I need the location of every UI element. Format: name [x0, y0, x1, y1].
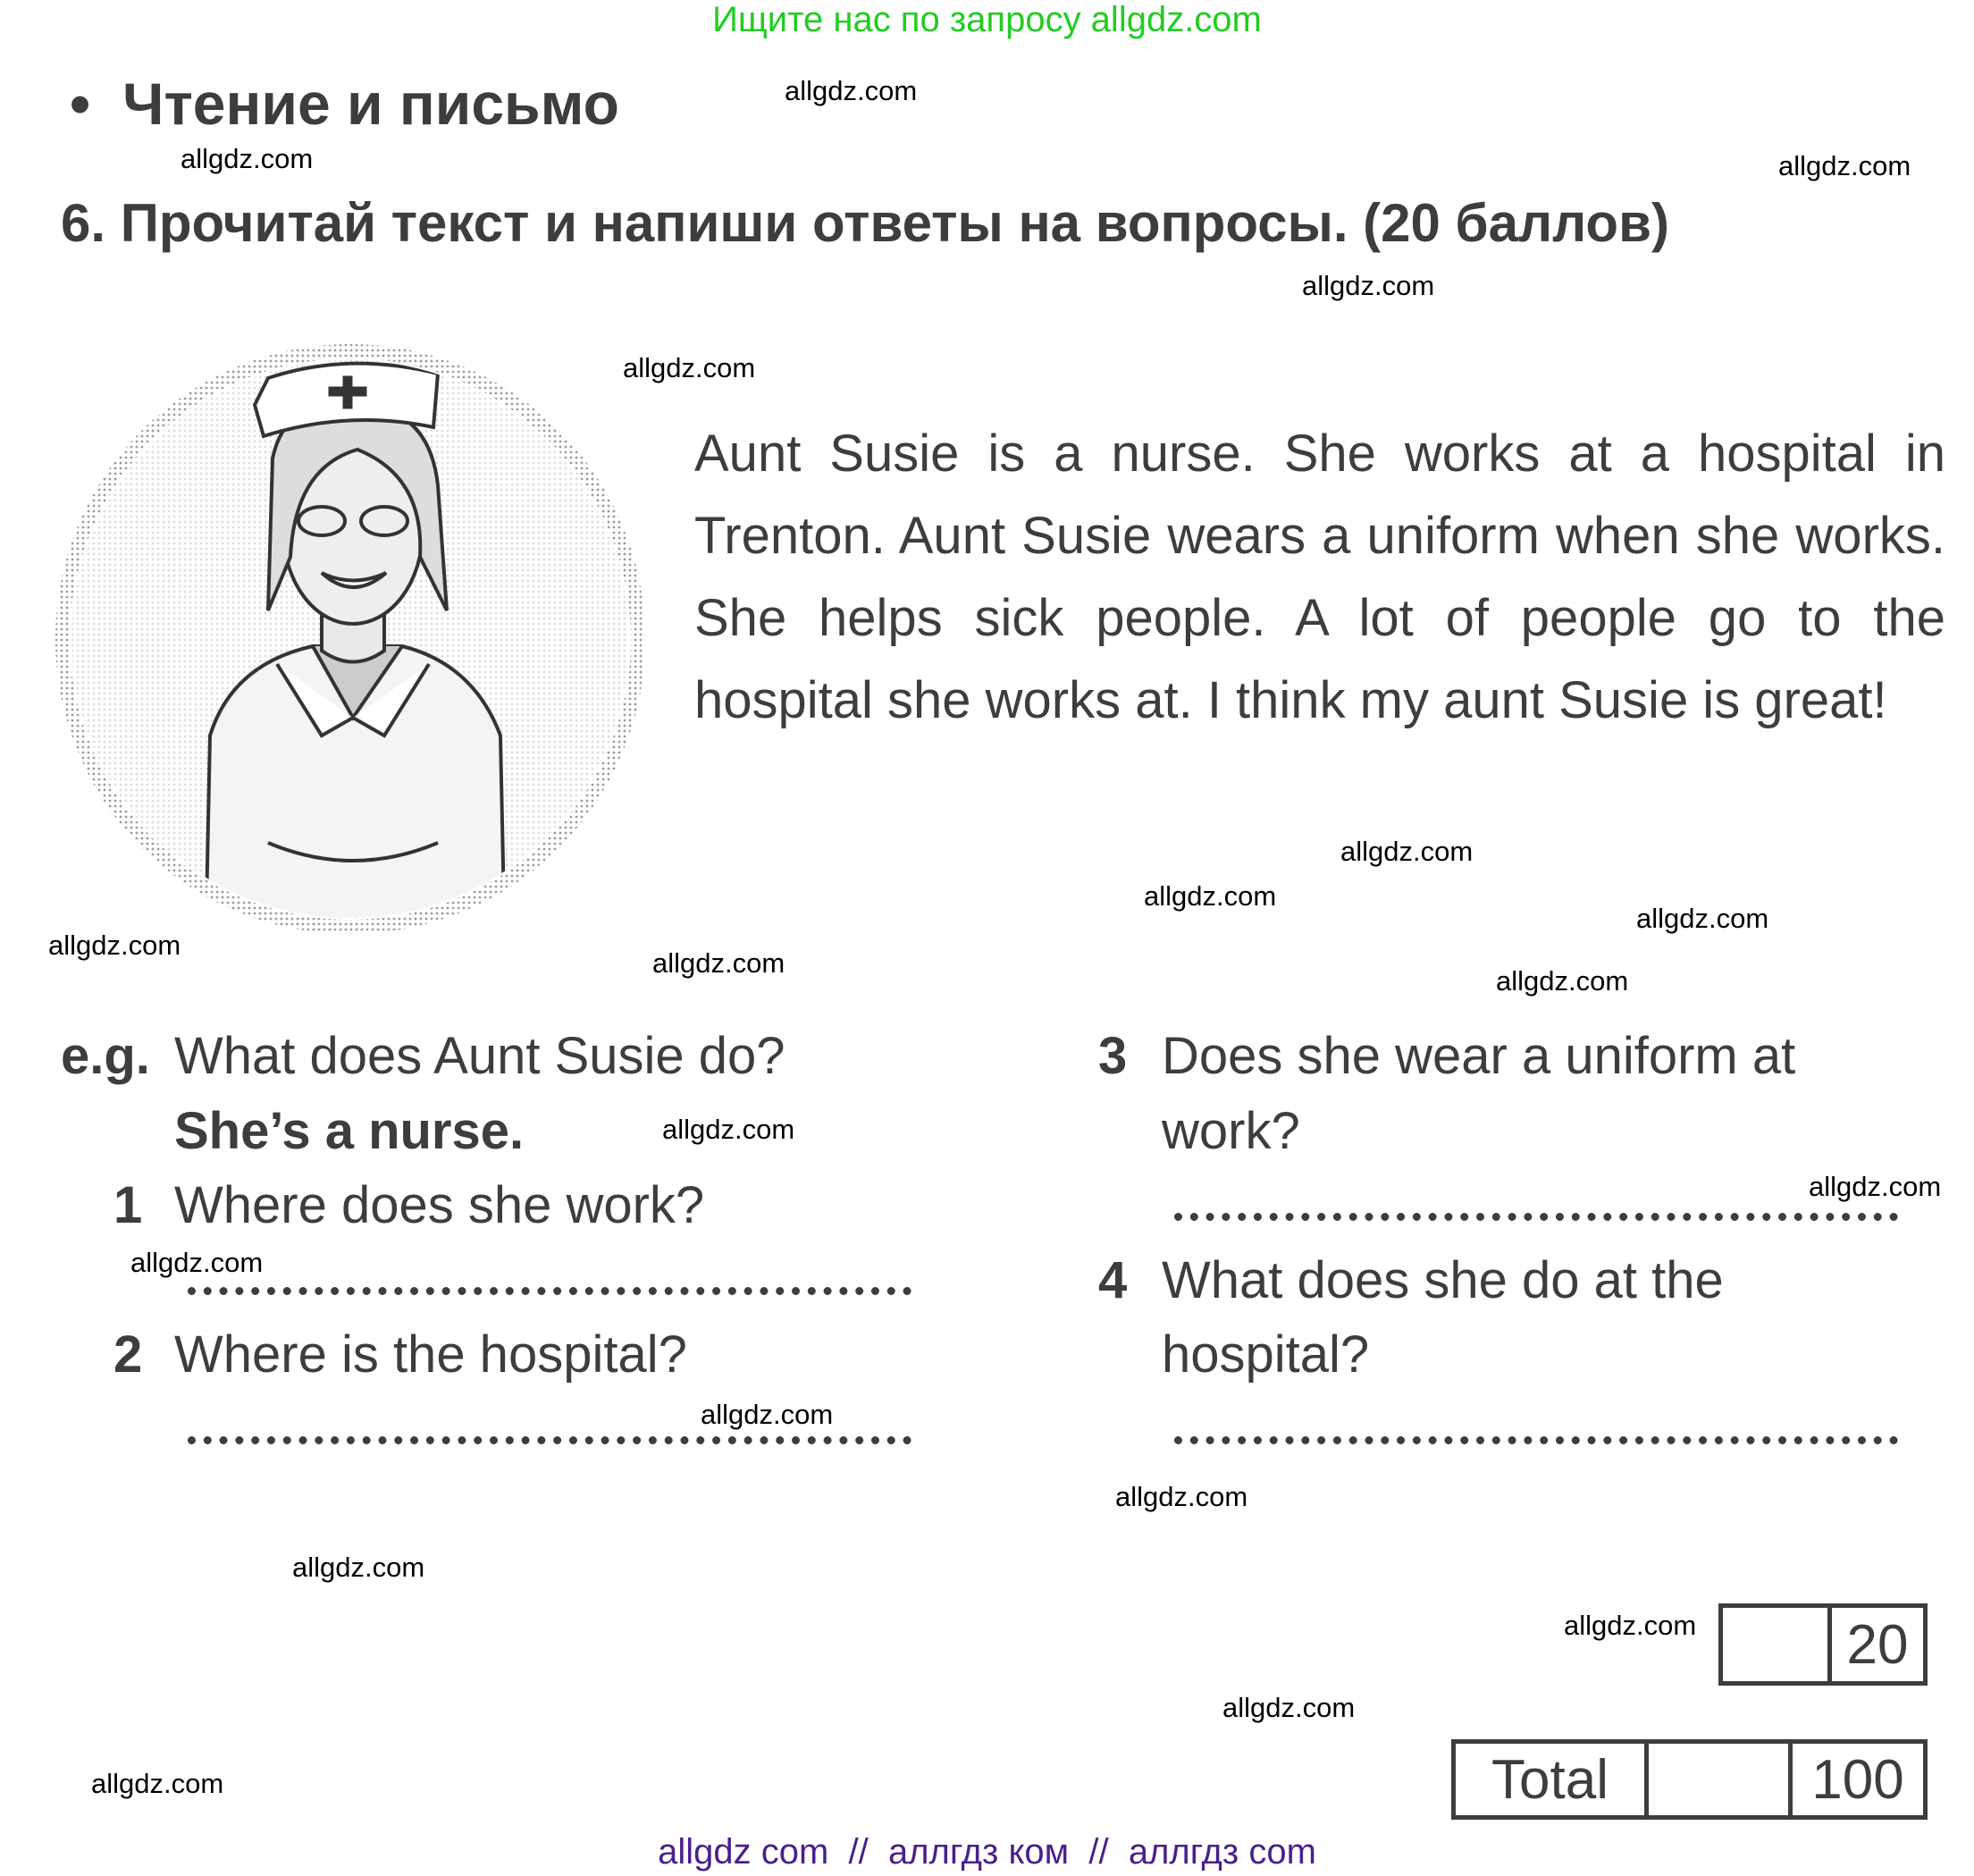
watermark: allgdz.com [1778, 150, 1911, 181]
section-title: Чтение и письмо [122, 71, 619, 137]
watermark: allgdz.com [785, 75, 918, 106]
promo-banner[interactable]: Ищите нас по запросу allgdz.com [712, 0, 1262, 39]
watermark: allgdz.com [1809, 1171, 1942, 1202]
question-text: Does she wear a uniform at [1162, 1027, 1796, 1085]
score-max: 20 [1846, 1613, 1909, 1676]
answer-line-3[interactable] [1174, 1213, 1898, 1221]
score-input[interactable] [1723, 1608, 1832, 1681]
total-max: 100 [1811, 1748, 1904, 1811]
question-text: What does she do at the [1162, 1251, 1724, 1309]
watermark: allgdz.com [1636, 903, 1769, 934]
question-text: Where is the hospital? [174, 1325, 687, 1384]
section-heading [70, 70, 619, 138]
watermark: allgdz.com [1144, 880, 1277, 912]
watermark: allgdz.com [1340, 836, 1474, 867]
watermark: allgdz.com [1496, 965, 1629, 997]
question-number: 1 [113, 1176, 143, 1234]
watermark: allgdz.com [1564, 1610, 1697, 1641]
answer-line-4[interactable] [1174, 1436, 1898, 1444]
watermark: allgdz.com [48, 930, 181, 961]
score-box [1718, 1603, 1928, 1686]
watermark: allgdz.com [130, 1247, 264, 1278]
question-text-cont: work? [1162, 1102, 1300, 1160]
example-question: What does Aunt Susie do? [174, 1027, 785, 1085]
watermark: allgdz.com [181, 143, 314, 174]
watermark: allgdz.com [1302, 270, 1435, 301]
answer-line-1[interactable] [188, 1287, 911, 1295]
question-number: 3 [1098, 1027, 1128, 1085]
watermark: allgdz.com [652, 947, 785, 979]
watermark: allgdz.com [701, 1399, 834, 1430]
nurse-illustration [54, 342, 647, 936]
watermark: allgdz.com [1222, 1692, 1356, 1723]
task-title: 6. Прочитай текст и напиши ответы на вопросы. (20 баллов) [61, 193, 1669, 253]
total-label: Total [1456, 1744, 1649, 1815]
watermark: allgdz.com [91, 1768, 224, 1799]
example-answer: She’s a nurse. [174, 1102, 525, 1160]
watermark: allgdz.com [292, 1552, 425, 1583]
answer-line-2[interactable] [188, 1436, 911, 1444]
footer-links[interactable]: allgdz com // аллгдз ком // аллгдз com [658, 1832, 1316, 1872]
bullet: • [70, 71, 91, 137]
watermark: allgdz.com [662, 1114, 795, 1145]
watermark: allgdz.com [1115, 1481, 1248, 1512]
question-number: 2 [113, 1325, 143, 1384]
reading-passage: Aunt Susie is a nurse. She works at a hospital in Trenton. Aunt Susie wears a uniform when she works. She helps sick people. A lot of people go to the hospital she works at. I think my aunt Susie is great! [694, 425, 1945, 729]
question-text: Where does she work? [174, 1176, 705, 1234]
question-text-cont: hospital? [1162, 1325, 1370, 1384]
watermark: allgdz.com [623, 352, 756, 383]
total-box [1451, 1739, 1928, 1820]
question-number: 4 [1098, 1251, 1128, 1309]
example-label: e.g. [61, 1027, 150, 1085]
total-score-input[interactable] [1649, 1744, 1793, 1815]
